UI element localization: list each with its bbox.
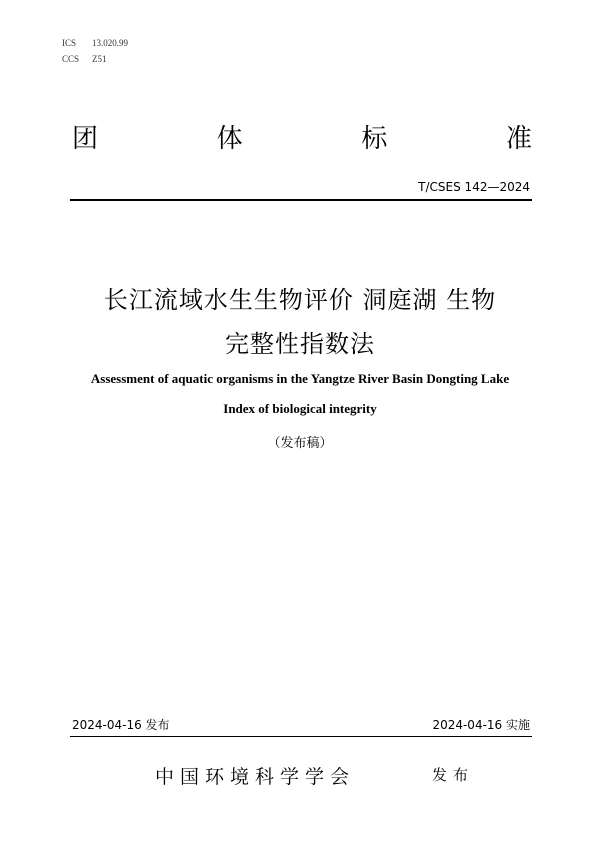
standard-code: T/CSES 142—2024 [418,180,530,194]
title-cn-line1: 长江流域水生生物评价 洞庭湖 生物 [103,286,497,314]
kind-char: 准 [505,124,532,154]
publish-label: 发布 [432,766,475,784]
title-cn-line2: 完整性指数法 [225,330,375,358]
kind-char: 体 [216,124,243,154]
standard-kind [72,118,532,155]
top-divider [70,199,532,201]
publisher: 中国环境科学学会 [155,766,356,788]
title-en-line2: Index of biological integrity [223,401,377,416]
ccs-code: CCS Z51 [62,54,107,64]
ics-code: ICS 13.020.99 [62,38,128,48]
implementation-date: 2024-04-16 实施 [432,718,530,732]
kind-char: 团 [72,124,99,154]
draft-status: （发布稿） [267,436,333,451]
bottom-divider [70,736,532,737]
title-en-line1: Assessment of aquatic organisms in the Yangtze River Basin Dongting Lake [90,371,510,386]
release-date: 2024-04-16 发布 [72,718,170,732]
kind-char: 标 [361,124,388,154]
